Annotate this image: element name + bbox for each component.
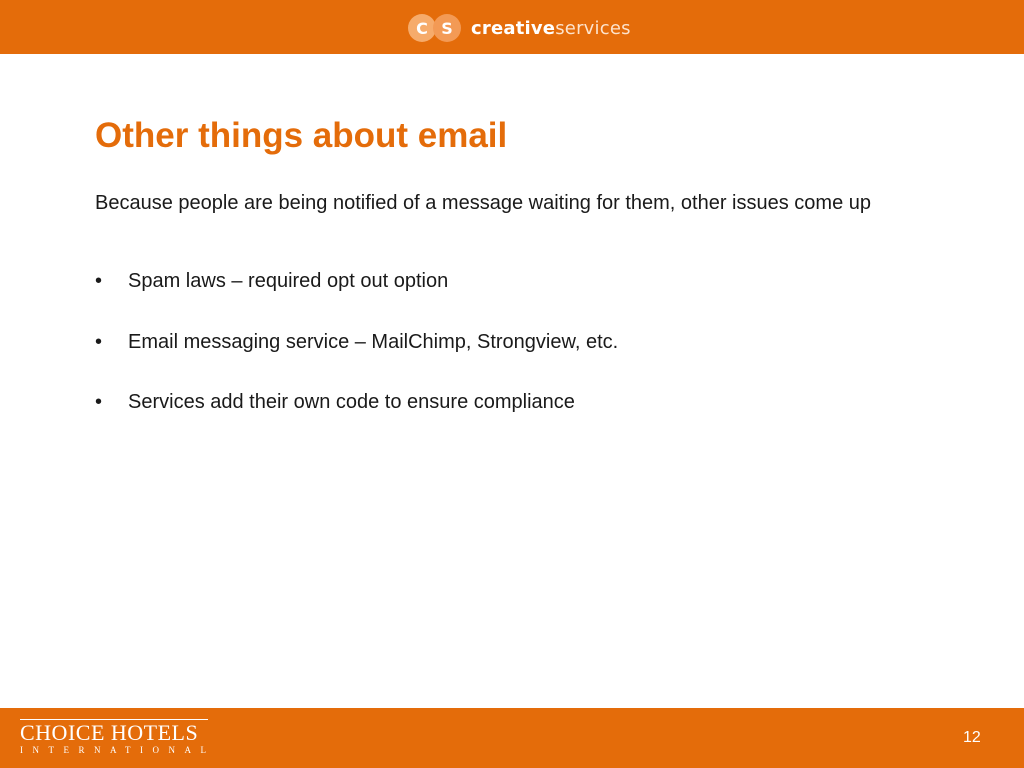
- bullet-glyph: •: [95, 330, 103, 353]
- bullet-list: [95, 268, 618, 450]
- footer-bar: [0, 708, 1024, 768]
- list-item: [95, 329, 618, 390]
- logo-wordmark: [471, 18, 631, 39]
- logo-name: CHOICE HOTELS: [20, 720, 199, 745]
- list-item: [95, 389, 618, 450]
- bullet-text: Spam laws – required opt out option: [128, 270, 449, 292]
- logo-subtitle: INTERNATIONAL: [20, 745, 216, 755]
- logo-monogram-s: S: [433, 14, 461, 42]
- page-number: 12: [963, 729, 981, 746]
- bullet-glyph: •: [95, 391, 103, 413]
- logo-monogram-c: C: [408, 14, 436, 42]
- creative-services-logo: [408, 13, 631, 43]
- list-item: [95, 268, 618, 329]
- header-bar: [0, 0, 1024, 54]
- logo-word-creative: creative: [471, 17, 556, 39]
- intro-paragraph: Because people are being notified of a message waiting for them, other issues come up: [95, 192, 872, 214]
- bullet-text: Services add their own code to ensure compliance: [128, 391, 575, 413]
- bullet-glyph: •: [95, 270, 103, 292]
- choice-hotels-logo: [20, 719, 216, 755]
- bullet-text: Email messaging service – MailChimp, Strongview, etc.: [128, 330, 619, 353]
- logo-word-services: services: [555, 17, 631, 39]
- slide-title: Other things about email: [95, 116, 508, 155]
